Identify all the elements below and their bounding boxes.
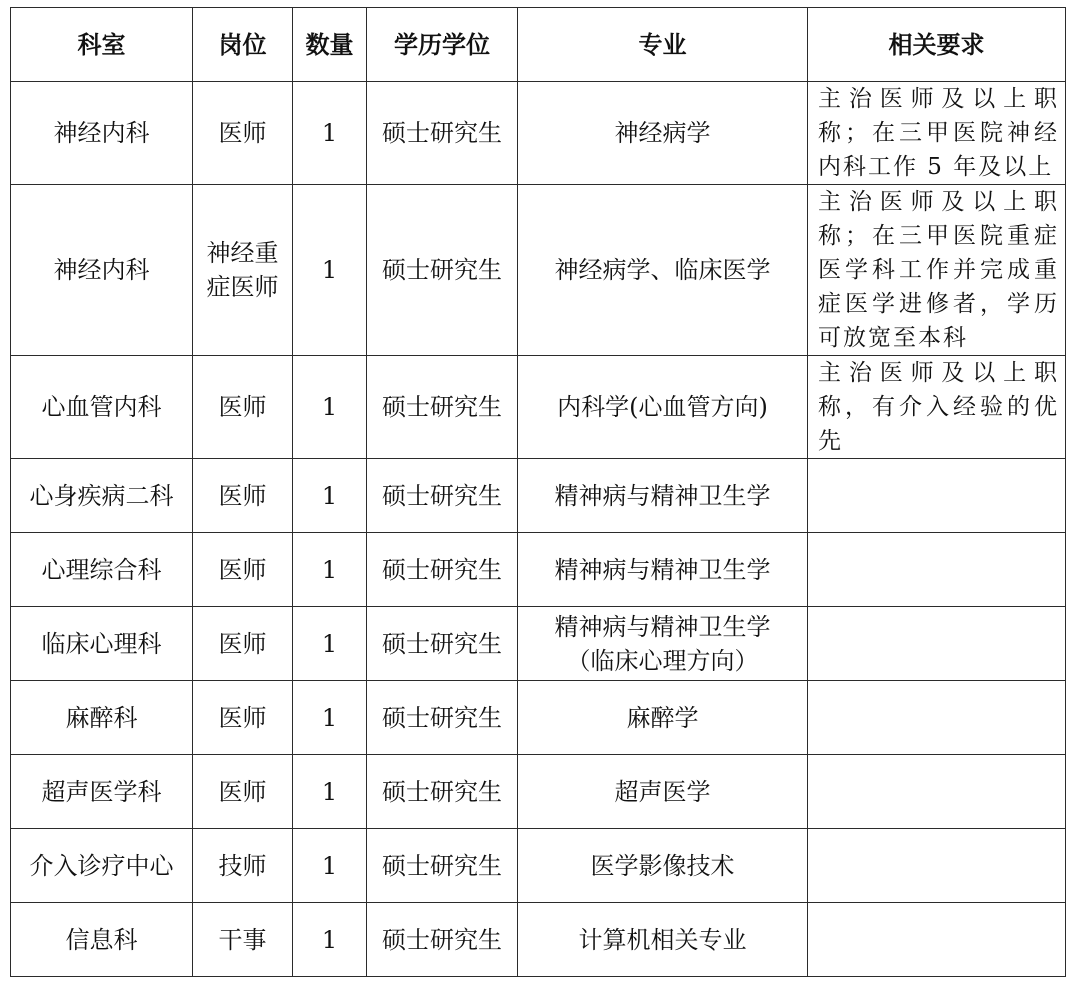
cell-dept: 介入诊疗中心 — [11, 829, 193, 903]
cell-dept: 心身疾病二科 — [11, 459, 193, 533]
cell-major: 医学影像技术 — [518, 829, 808, 903]
header-count: 数量 — [293, 8, 367, 82]
cell-requirements — [808, 607, 1066, 681]
cell-major: 神经病学 — [518, 82, 808, 185]
table-row — [11, 459, 1066, 533]
recruitment-table — [10, 7, 1066, 977]
header-dept: 科室 — [11, 8, 193, 82]
cell-post: 医师 — [193, 607, 293, 681]
cell-major: 精神病与精神卫生学 — [518, 459, 808, 533]
cell-post: 医师 — [193, 459, 293, 533]
cell-education: 硕士研究生 — [367, 681, 518, 755]
cell-post: 医师 — [193, 356, 293, 459]
cell-count: 1 — [293, 829, 367, 903]
cell-major: 精神病与精神卫生学 — [518, 533, 808, 607]
cell-count: 1 — [293, 903, 367, 977]
table-row — [11, 829, 1066, 903]
cell-requirements: 主治医师及以上职称，有介入经验的优先 — [808, 356, 1066, 459]
cell-education: 硕士研究生 — [367, 533, 518, 607]
cell-major: 麻醉学 — [518, 681, 808, 755]
cell-count: 1 — [293, 755, 367, 829]
cell-major: 超声医学 — [518, 755, 808, 829]
table-row — [11, 903, 1066, 977]
cell-post: 医师 — [193, 82, 293, 185]
cell-count: 1 — [293, 607, 367, 681]
cell-dept: 超声医学科 — [11, 755, 193, 829]
cell-count: 1 — [293, 459, 367, 533]
cell-requirements: 主治医师及以上职称；在三甲医院重症医学科工作并完成重症医学进修者，学历可放宽至本科 — [808, 185, 1066, 356]
cell-education: 硕士研究生 — [367, 755, 518, 829]
cell-major: 计算机相关专业 — [518, 903, 808, 977]
cell-education: 硕士研究生 — [367, 185, 518, 356]
cell-major: 神经病学、临床医学 — [518, 185, 808, 356]
cell-education: 硕士研究生 — [367, 829, 518, 903]
cell-requirements — [808, 755, 1066, 829]
cell-count: 1 — [293, 185, 367, 356]
cell-post: 医师 — [193, 681, 293, 755]
table-row — [11, 533, 1066, 607]
cell-post: 医师 — [193, 755, 293, 829]
cell-major: 内科学(心血管方向) — [518, 356, 808, 459]
header-post: 岗位 — [193, 8, 293, 82]
cell-dept: 临床心理科 — [11, 607, 193, 681]
cell-education: 硕士研究生 — [367, 356, 518, 459]
cell-major: 精神病与精神卫生学（临床心理方向） — [518, 607, 808, 681]
cell-education: 硕士研究生 — [367, 82, 518, 185]
table-row — [11, 185, 1066, 356]
table-row — [11, 607, 1066, 681]
cell-requirements — [808, 681, 1066, 755]
table-row — [11, 82, 1066, 185]
cell-dept: 信息科 — [11, 903, 193, 977]
cell-post: 神经重症医师 — [193, 185, 293, 356]
table-row — [11, 681, 1066, 755]
cell-count: 1 — [293, 82, 367, 185]
cell-education: 硕士研究生 — [367, 903, 518, 977]
cell-dept: 心理综合科 — [11, 533, 193, 607]
cell-dept: 心血管内科 — [11, 356, 193, 459]
cell-post: 医师 — [193, 533, 293, 607]
cell-dept: 神经内科 — [11, 82, 193, 185]
recruitment-table-container — [10, 7, 1066, 977]
cell-requirements — [808, 533, 1066, 607]
cell-post: 干事 — [193, 903, 293, 977]
cell-post: 技师 — [193, 829, 293, 903]
cell-dept: 神经内科 — [11, 185, 193, 356]
cell-education: 硕士研究生 — [367, 607, 518, 681]
cell-requirements — [808, 903, 1066, 977]
cell-count: 1 — [293, 356, 367, 459]
table-row — [11, 356, 1066, 459]
cell-count: 1 — [293, 681, 367, 755]
table-row — [11, 755, 1066, 829]
cell-requirements — [808, 459, 1066, 533]
cell-requirements — [808, 829, 1066, 903]
header-row — [11, 8, 1066, 82]
header-major: 专业 — [518, 8, 808, 82]
cell-dept: 麻醉科 — [11, 681, 193, 755]
header-requirements: 相关要求 — [808, 8, 1066, 82]
cell-count: 1 — [293, 533, 367, 607]
header-education: 学历学位 — [367, 8, 518, 82]
cell-education: 硕士研究生 — [367, 459, 518, 533]
cell-requirements: 主治医师及以上职称；在三甲医院神经内科工作 5 年及以上 — [808, 82, 1066, 185]
